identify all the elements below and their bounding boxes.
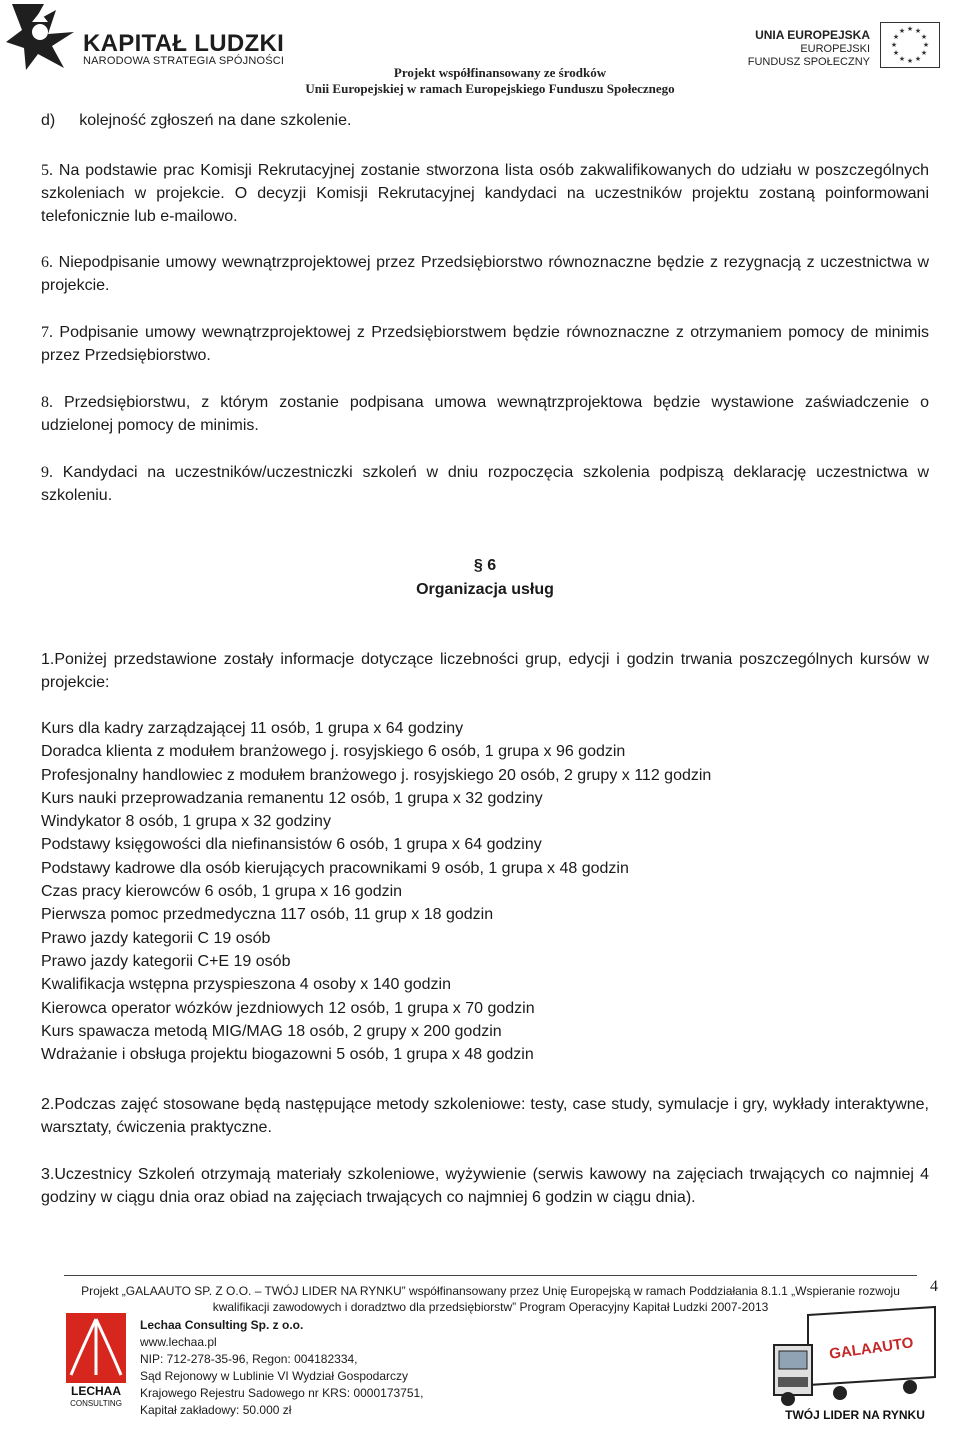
company-name: Lechaa Consulting Sp. z o.o. — [140, 1318, 304, 1332]
course-item: Podstawy księgowości dla niefinansistów 6 osób, 1 grupa x 64 godziny — [41, 836, 542, 854]
page-number: 4 — [930, 1278, 938, 1295]
course-item: Profesjonalny handlowiec z modułem branżowego j. rosyjskiego 20 osób, 2 grupy x 112 godzin — [41, 766, 712, 784]
lechaa-logo-text: LECHAA — [71, 1384, 121, 1398]
course-list — [41, 717, 929, 1066]
point-7 — [41, 321, 929, 367]
cofinance-line-1: Projekt współfinansowany ze środków — [393, 65, 607, 80]
footer-project-line-2: kwalifikacji zawodowych i doradztwo dla przedsiębiorstw” Program Operacyjny Kapitał Ludzki 2007-2013 — [212, 1300, 769, 1314]
point-8-number: 8. — [41, 394, 53, 411]
kapital-ludzki-title: KAPITAŁ LUDZKI — [83, 30, 285, 57]
svg-text:★: ★ — [920, 50, 928, 57]
course-item: Czas pracy kierowców 6 osób, 1 grupa x 16 godzin — [41, 883, 403, 901]
section-point-1: 1.Poniżej przedstawione zostały informacje dotyczące liczebności grup, edycji i godzin trwania poszczególnych kursów w projekcie: — [41, 651, 929, 691]
intro-item — [41, 109, 351, 132]
kapital-ludzki-logo-icon — [4, 2, 78, 72]
svg-text:★: ★ — [920, 34, 928, 41]
section-point-2: 2.Podczas zajęć stosowane będą następujące metody szkoleniowe: testy, case study, symulacje i gry, wykłady interaktywne, warsztaty, ćwiczenia praktyczne. — [41, 1096, 929, 1136]
course-item: Prawo jazdy kategorii C+E 19 osób — [41, 952, 291, 970]
svg-text:★: ★ — [898, 56, 906, 63]
point-5-text: Na podstawie prac Komisji Rekrutacyjnej zostanie stworzona lista osób zakwalifikowanych do udziału w poszczególnych szkoleniach w projekcie. O decyzji Komisji Rekrutacyjnej kandydaci na uczestników projektu zostaną poinformowani telefonicznie lub e-mailowo. — [41, 162, 930, 225]
point-8 — [41, 391, 929, 437]
point-9-number: 9. — [41, 464, 53, 481]
section-title: Organizacja usług — [416, 581, 554, 598]
course-item: Windykator 8 osób, 1 grupa x 32 godziny — [41, 813, 331, 831]
point-5-number: 5. — [41, 162, 53, 179]
svg-text:★: ★ — [906, 26, 914, 33]
point-5 — [41, 159, 929, 228]
course-item: Kierowca operator wózków jezdniowych 12 osób, 1 grupa x 70 godzin — [41, 999, 535, 1017]
eu-line-3: FUNDUSZ SPOŁECZNY — [747, 56, 870, 68]
kapital-ludzki-subtitle: NARODOWA STRATEGIA SPÓJNOŚCI — [83, 55, 285, 67]
svg-text:★: ★ — [898, 28, 906, 35]
lechaa-logo-icon — [63, 1311, 129, 1409]
point-6 — [41, 251, 929, 297]
course-item: Kwalifikacja wstępna przyspieszona 4 osoby x 140 godzin — [41, 976, 452, 994]
intro-item-text: kolejność zgłoszeń na dane szkolenie. — [79, 112, 352, 129]
company-court-2: Krajowego Rejestru Sadowego nr KRS: 0000173751, — [140, 1386, 424, 1400]
section-point-3: 3.Uczestnicy Szkoleń otrzymają materiały szkoleniowe, wyżywienie (serwis kawowy na zajęciach trwających co najmniej 4 godziny w ciągu dnia oraz obiad na zajęciach trwających co najmniej 6 godzin w ciągu dnia). — [41, 1166, 929, 1206]
truck-icon — [770, 1305, 940, 1423]
company-nip-regon: NIP: 712-278-35-96, Regon: 004182334, — [140, 1352, 358, 1366]
eu-line-1: UNIA EUROPEJSKA — [755, 28, 870, 42]
svg-text:★: ★ — [890, 42, 898, 49]
cofinance-line-2: Unii Europejskiej w ramach Europejskiego Funduszu Społecznego — [305, 81, 675, 96]
truck-slogan: TWÓJ LIDER NA RYNKU — [785, 1408, 925, 1422]
course-item: Kurs dla kadry zarządzającej 11 osób, 1 grupa x 64 godziny — [41, 720, 464, 737]
svg-text:★: ★ — [914, 28, 922, 35]
course-item: Kurs spawacza metodą MIG/MAG 18 osób, 2 grupy x 200 godzin — [41, 1022, 502, 1040]
course-item: Prawo jazdy kategorii C 19 osób — [41, 929, 271, 947]
truck-brand: GALAAUTO — [828, 1334, 915, 1363]
lechaa-logo-sub: CONSULTING — [70, 1399, 122, 1408]
company-website: www.lechaa.pl — [140, 1335, 217, 1349]
course-item: Doradca klienta z modułem branżowego j. rosyjskiego 6 osób, 1 grupa x 96 godzin — [41, 743, 626, 761]
svg-text:★: ★ — [914, 56, 922, 63]
intro-item-label: d) — [41, 112, 56, 129]
course-item: Podstawy kadrowe dla osób kierujących pracownikami 9 osób, 1 grupa x 48 godzin — [41, 859, 629, 877]
svg-text:★: ★ — [906, 58, 914, 65]
point-8-text: Przedsiębiorstwu, z którym zostanie podpisana umowa wewnątrzprojektowa będzie wystawione zaświadczenie o udzielonej pomocy de minimis. — [41, 394, 929, 434]
course-item: Kurs nauki przeprowadzania remanentu 12 osób, 1 grupa x 32 godziny — [41, 789, 543, 807]
eu-flag-icon — [880, 22, 940, 68]
svg-text:★: ★ — [892, 34, 900, 41]
point-9-text: Kandydaci na uczestników/uczestniczki szkoleń w dniu rozpoczęcia szkolenia podpiszą deklarację uczestnictwa w szkoleniu. — [41, 464, 929, 504]
company-court-1: Sąd Rejonowy w Lublinie VI Wydział Gospodarczy — [140, 1369, 409, 1383]
course-item: Pierwsza pomoc przedmedyczna 117 osób, 11 grup x 18 godzin — [41, 906, 494, 924]
svg-text:★: ★ — [892, 50, 900, 57]
section-number: § 6 — [473, 557, 497, 574]
svg-text:★: ★ — [922, 42, 930, 49]
point-6-text: Niepodpisanie umowy wewnątrzprojektowej przez Przedsiębiorstwo równoznaczne będzie z rezygnacją z uczestnictwa w projekcie. — [41, 254, 929, 294]
point-9 — [41, 461, 929, 507]
course-item: Wdrażanie i obsługa projektu biogazowni 5 osób, 1 grupa x 48 godzin — [41, 1046, 534, 1064]
footer-rule — [64, 1275, 917, 1276]
company-capital: Kapitał zakładowy: 50.000 zł — [140, 1403, 292, 1417]
point-6-number: 6. — [41, 254, 53, 271]
eu-line-2: EUROPEJSKI — [800, 43, 870, 55]
footer-project-line-1: Projekt „GALAAUTO SP. Z O.O. – TWÓJ LIDER NA RYNKU” współfinansowany przez Unię Europejską w ramach Poddziałania 8.1.1 „Wspieranie rozwoju — [81, 1284, 900, 1298]
point-7-text: Podpisanie umowy wewnątrzprojektowej z Przedsiębiorstwem będzie równoznaczne z otrzymaniem pomocy de minimis przez Przedsiębiorstwo. — [41, 324, 929, 364]
point-7-number: 7. — [41, 324, 53, 341]
